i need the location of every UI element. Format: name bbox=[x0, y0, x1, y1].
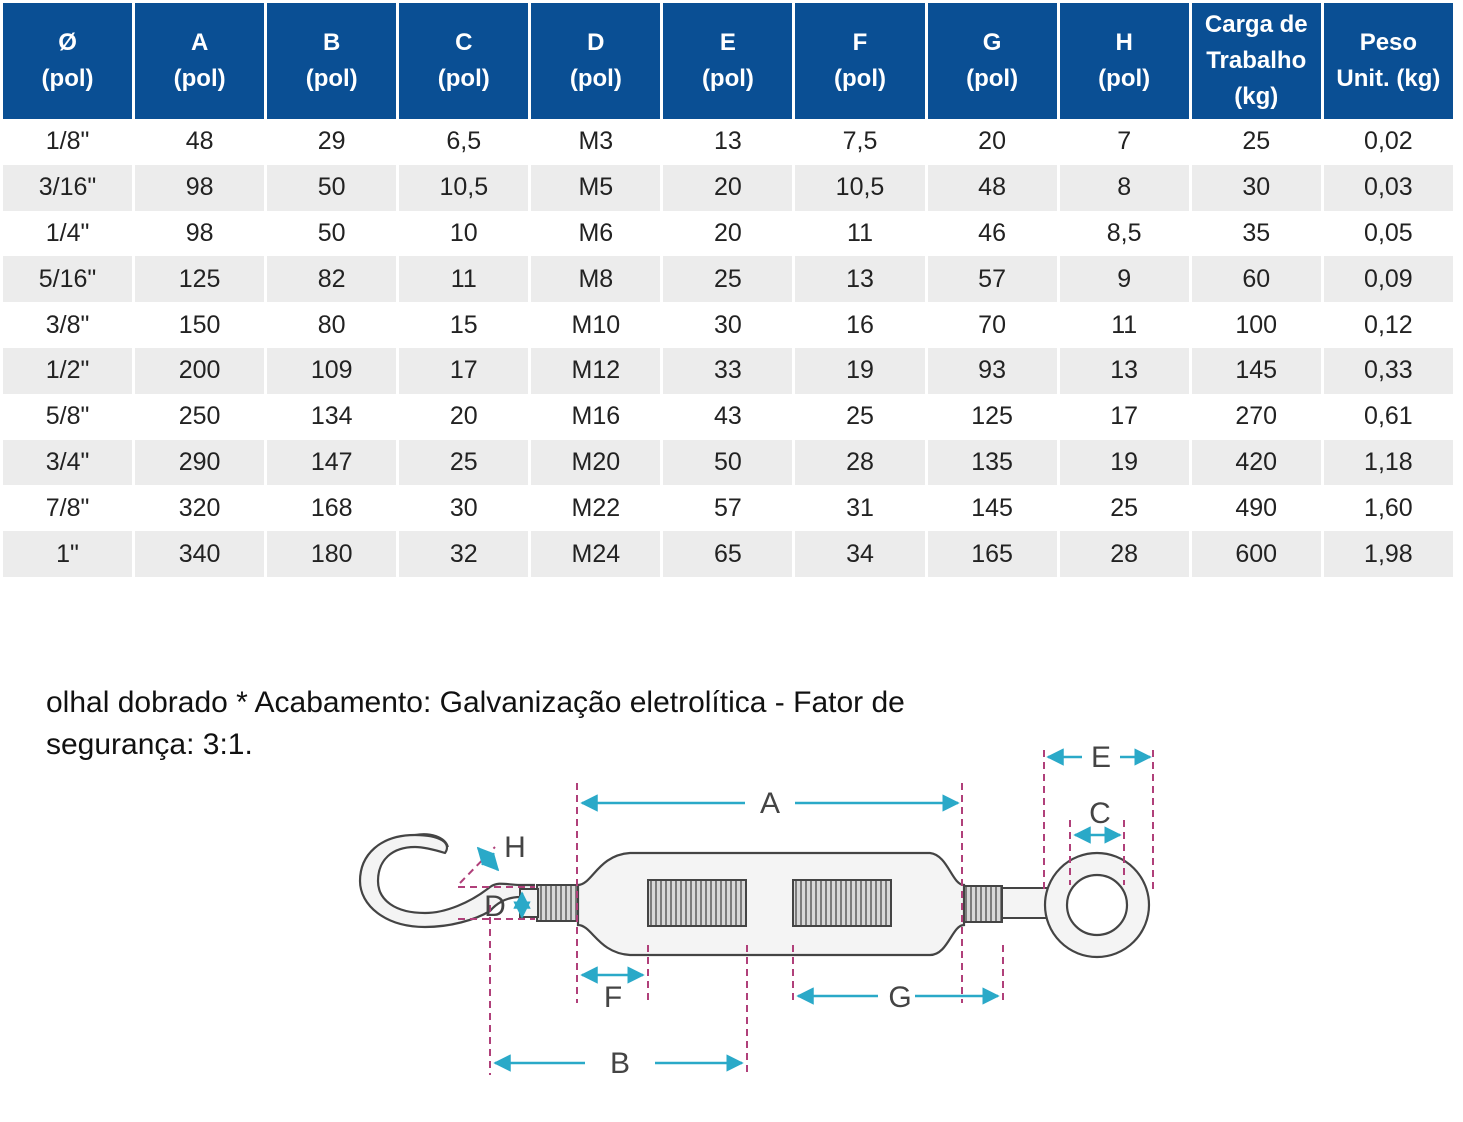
table-cell: 10,5 bbox=[795, 165, 924, 211]
column-header-line: D bbox=[587, 29, 605, 56]
column-header bbox=[531, 3, 660, 119]
table-cell: M10 bbox=[531, 302, 660, 348]
table-cell: 15 bbox=[399, 302, 528, 348]
table-cell: 25 bbox=[795, 394, 924, 440]
label-C: C bbox=[1089, 797, 1111, 830]
turnbuckle-diagram bbox=[330, 735, 1190, 1115]
table-cell: 19 bbox=[1060, 440, 1189, 486]
table-cell: 1" bbox=[3, 531, 132, 577]
column-header bbox=[3, 3, 132, 119]
table-row bbox=[3, 256, 1453, 302]
column-header-line: F bbox=[852, 29, 868, 56]
table-cell: 80 bbox=[267, 302, 396, 348]
table-cell: 0,02 bbox=[1324, 119, 1453, 165]
column-header-line: Unit. (kg) bbox=[1336, 65, 1441, 92]
column-header-line: Peso bbox=[1359, 29, 1418, 56]
column-header-line: (pol) bbox=[966, 65, 1019, 92]
column-header-line: B bbox=[323, 29, 341, 56]
column-header-line: G bbox=[982, 29, 1002, 56]
table-cell: 150 bbox=[135, 302, 264, 348]
label-D: D bbox=[484, 890, 506, 923]
table-cell: 180 bbox=[267, 531, 396, 577]
table-cell: 5/16" bbox=[3, 256, 132, 302]
table-cell: 7 bbox=[1060, 119, 1189, 165]
table-cell: 20 bbox=[399, 394, 528, 440]
spec-table bbox=[0, 3, 1456, 577]
table-row bbox=[3, 211, 1453, 257]
column-header-line: (pol) bbox=[437, 65, 490, 92]
table-cell: 145 bbox=[1192, 348, 1321, 394]
table-cell: 65 bbox=[663, 531, 792, 577]
table-cell: M8 bbox=[531, 256, 660, 302]
column-header bbox=[267, 3, 396, 119]
table-cell: 420 bbox=[1192, 440, 1321, 486]
column-header bbox=[1060, 3, 1189, 119]
table-cell: 109 bbox=[267, 348, 396, 394]
table-cell: 11 bbox=[399, 256, 528, 302]
table-cell: 25 bbox=[1192, 119, 1321, 165]
table-cell: 98 bbox=[135, 165, 264, 211]
table-cell: 50 bbox=[663, 440, 792, 486]
table-cell: 48 bbox=[928, 165, 1057, 211]
table-cell: 0,05 bbox=[1324, 211, 1453, 257]
table-cell: 19 bbox=[795, 348, 924, 394]
table-cell: 57 bbox=[663, 485, 792, 531]
body-thread-right bbox=[793, 880, 891, 926]
table-cell: 145 bbox=[928, 485, 1057, 531]
table-cell: M6 bbox=[531, 211, 660, 257]
column-header-line: (pol) bbox=[834, 65, 886, 92]
table-cell: 13 bbox=[795, 256, 924, 302]
table-cell: 48 bbox=[135, 119, 264, 165]
table-cell: 33 bbox=[663, 348, 792, 394]
table-cell: 100 bbox=[1192, 302, 1321, 348]
table-cell: 134 bbox=[267, 394, 396, 440]
table-cell: 7/8" bbox=[3, 485, 132, 531]
table-cell: 8,5 bbox=[1060, 211, 1189, 257]
column-header bbox=[1192, 3, 1321, 119]
table-cell: 1/2" bbox=[3, 348, 132, 394]
table-cell: M22 bbox=[531, 485, 660, 531]
table-cell: 11 bbox=[1060, 302, 1189, 348]
table-cell: 17 bbox=[1060, 394, 1189, 440]
table-cell: 31 bbox=[795, 485, 924, 531]
left-thread bbox=[537, 885, 579, 921]
column-header-line: (pol) bbox=[701, 65, 754, 92]
column-header-line: A bbox=[190, 29, 209, 56]
table-cell: 3/8" bbox=[3, 302, 132, 348]
table-cell: 0,61 bbox=[1324, 394, 1453, 440]
table-cell: 82 bbox=[267, 256, 396, 302]
column-header-line: (pol) bbox=[1098, 65, 1151, 92]
table-cell: 11 bbox=[795, 211, 924, 257]
finish-note: olhal dobrado * Acabamento: Galvanização eletrolítica - Fator de segurança: 3:1. bbox=[46, 686, 905, 761]
table-row bbox=[3, 485, 1453, 531]
table-cell: 7,5 bbox=[795, 119, 924, 165]
table-cell: 30 bbox=[663, 302, 792, 348]
column-header bbox=[928, 3, 1057, 119]
table-cell: M16 bbox=[531, 394, 660, 440]
table-cell: 125 bbox=[135, 256, 264, 302]
table-row bbox=[3, 348, 1453, 394]
body-thread-left bbox=[648, 880, 746, 926]
table-cell: 98 bbox=[135, 211, 264, 257]
column-header-line: Trabalho bbox=[1206, 47, 1307, 74]
table-cell: 5/8" bbox=[3, 394, 132, 440]
table-cell: 1/8" bbox=[3, 119, 132, 165]
column-header bbox=[795, 3, 924, 119]
table-cell: 0,03 bbox=[1324, 165, 1453, 211]
table-cell: 28 bbox=[1060, 531, 1189, 577]
table-cell: 20 bbox=[663, 165, 792, 211]
table-cell: 3/4" bbox=[3, 440, 132, 486]
table-cell: 3/16" bbox=[3, 165, 132, 211]
table-cell: 340 bbox=[135, 531, 264, 577]
column-header bbox=[1324, 3, 1453, 119]
table-cell: 10 bbox=[399, 211, 528, 257]
table-cell: 16 bbox=[795, 302, 924, 348]
table-cell: 25 bbox=[399, 440, 528, 486]
table-cell: 8 bbox=[1060, 165, 1189, 211]
column-header-line: Ø bbox=[58, 29, 77, 56]
table-cell: 20 bbox=[663, 211, 792, 257]
table-cell: 0,33 bbox=[1324, 348, 1453, 394]
table-cell: M5 bbox=[531, 165, 660, 211]
table-cell: 93 bbox=[928, 348, 1057, 394]
table-row bbox=[3, 119, 1453, 165]
table-cell: 32 bbox=[399, 531, 528, 577]
table-cell: 28 bbox=[795, 440, 924, 486]
table-cell: 43 bbox=[663, 394, 792, 440]
table-cell: 20 bbox=[928, 119, 1057, 165]
column-header bbox=[135, 3, 264, 119]
table-cell: 1,18 bbox=[1324, 440, 1453, 486]
table-row bbox=[3, 302, 1453, 348]
column-header-line: C bbox=[455, 29, 473, 56]
table-cell: 13 bbox=[1060, 348, 1189, 394]
label-A: A bbox=[759, 787, 781, 820]
column-header bbox=[663, 3, 792, 119]
table-row bbox=[3, 531, 1453, 577]
column-header-line: (pol) bbox=[569, 65, 622, 92]
table-cell: 30 bbox=[1192, 165, 1321, 211]
table-cell: 50 bbox=[267, 211, 396, 257]
table-cell: 13 bbox=[663, 119, 792, 165]
table-cell: 1/4" bbox=[3, 211, 132, 257]
table-cell: 0,09 bbox=[1324, 256, 1453, 302]
label-E: E bbox=[1090, 741, 1112, 774]
table-cell: 0,12 bbox=[1324, 302, 1453, 348]
column-header-line: (pol) bbox=[41, 65, 94, 92]
column-header-line: Carga de bbox=[1204, 11, 1308, 38]
table-cell: 35 bbox=[1192, 211, 1321, 257]
label-H: H bbox=[504, 831, 526, 864]
table-cell: 6,5 bbox=[399, 119, 528, 165]
table-cell: 29 bbox=[267, 119, 396, 165]
table-row bbox=[3, 440, 1453, 486]
table-cell: 9 bbox=[1060, 256, 1189, 302]
label-G: G bbox=[888, 981, 912, 1014]
table-cell: 200 bbox=[135, 348, 264, 394]
table-cell: 34 bbox=[795, 531, 924, 577]
table-cell: 490 bbox=[1192, 485, 1321, 531]
table-cell: M12 bbox=[531, 348, 660, 394]
column-header-line: (kg) bbox=[1234, 83, 1279, 110]
table-cell: 25 bbox=[663, 256, 792, 302]
table-cell: 70 bbox=[928, 302, 1057, 348]
table-cell: M24 bbox=[531, 531, 660, 577]
table-cell: 17 bbox=[399, 348, 528, 394]
table-cell: 168 bbox=[267, 485, 396, 531]
table-cell: 270 bbox=[1192, 394, 1321, 440]
table-cell: 1,60 bbox=[1324, 485, 1453, 531]
table-body bbox=[3, 119, 1453, 577]
table-cell: 60 bbox=[1192, 256, 1321, 302]
column-header-line: E bbox=[719, 29, 736, 56]
table-cell: 57 bbox=[928, 256, 1057, 302]
column-header-line: (pol) bbox=[173, 65, 226, 92]
table-row bbox=[3, 165, 1453, 211]
table-cell: 1,98 bbox=[1324, 531, 1453, 577]
table-cell: M3 bbox=[531, 119, 660, 165]
turnbuckle-body bbox=[578, 853, 964, 955]
table-cell: 290 bbox=[135, 440, 264, 486]
right-thread bbox=[964, 886, 1002, 922]
right-rod bbox=[1002, 888, 1050, 918]
label-F: F bbox=[603, 981, 623, 1014]
table-cell: 25 bbox=[1060, 485, 1189, 531]
table-header-row bbox=[3, 3, 1453, 119]
column-header bbox=[399, 3, 528, 119]
table-cell: 147 bbox=[267, 440, 396, 486]
label-B: B bbox=[609, 1047, 631, 1080]
table-cell: 320 bbox=[135, 485, 264, 531]
column-header-line: H bbox=[1115, 29, 1133, 56]
table-cell: 125 bbox=[928, 394, 1057, 440]
table-cell: 46 bbox=[928, 211, 1057, 257]
table-row bbox=[3, 394, 1453, 440]
table-cell: 50 bbox=[267, 165, 396, 211]
table-cell: 250 bbox=[135, 394, 264, 440]
table-cell: 135 bbox=[928, 440, 1057, 486]
table-cell: M20 bbox=[531, 440, 660, 486]
table-cell: 10,5 bbox=[399, 165, 528, 211]
column-header-line: (pol) bbox=[305, 65, 358, 92]
table-cell: 600 bbox=[1192, 531, 1321, 577]
table-cell: 165 bbox=[928, 531, 1057, 577]
table-cell: 30 bbox=[399, 485, 528, 531]
eye-inner bbox=[1067, 875, 1127, 935]
